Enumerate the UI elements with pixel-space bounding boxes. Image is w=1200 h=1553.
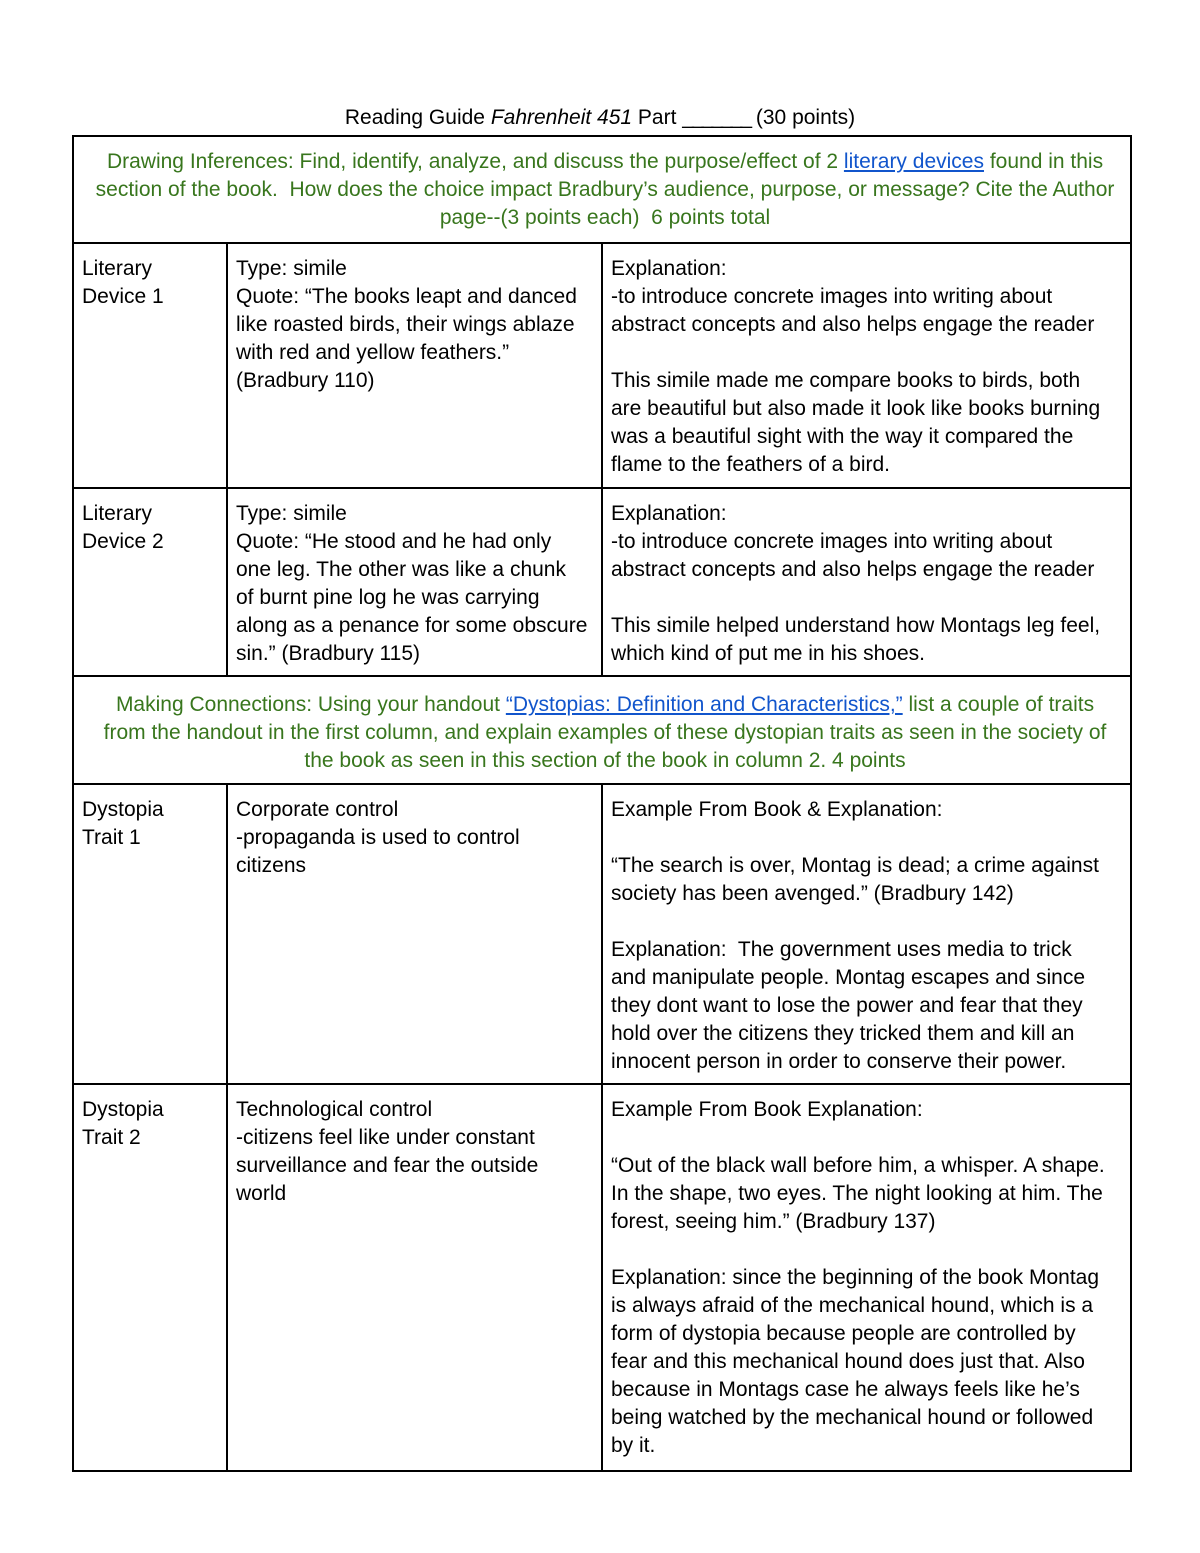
device-1-explanation: Explanation: -to introduce concrete images into writing about abstract concepts and also helps engage the reader This simile made me compare books to birds, both are beautiful but also made it look like books burning was a beautiful sight with the way it compared the flame to the feathers of a bird. <box>611 257 1101 476</box>
connections-prompt-row <box>73 676 1131 784</box>
trait-1-label-cell <box>73 784 227 1084</box>
device-1-label: Literary Device 1 <box>82 257 164 308</box>
reading-guide-table <box>72 135 1132 1472</box>
page-title <box>0 104 1200 132</box>
connections-prompt-start: Making Connections: Using your handout <box>115 693 506 716</box>
trait-2-description: Technological control -citizens feel like under constant surveillance and fear the outside world <box>236 1098 539 1205</box>
table-row <box>73 488 1131 676</box>
inferences-prompt-end: found in this section of the book. How does the choice impact Bradbury’s audience, purpose, or message? Cite the Author page--(3 points each) 6 points total <box>95 150 1115 229</box>
trait-2-label: Dystopia Trait 2 <box>82 1098 164 1149</box>
device-2-quote-cell <box>227 488 602 676</box>
table-row <box>73 243 1131 488</box>
table-row <box>73 784 1131 1084</box>
literary-devices-link[interactable]: literary devices <box>843 150 984 173</box>
device-2-explanation-cell <box>602 488 1131 676</box>
device-1-quote-cell <box>227 243 602 488</box>
device-1-label-cell <box>73 243 227 488</box>
table-row <box>73 1084 1131 1471</box>
trait-1-example: Example From Book & Explanation: “The search is over, Montag is dead; a crime against society has been avenged.” (Bradbury 142) Explanation: The government uses media to trick and manipulate people. Montag escapes and since they dont want to lose the power and fear that they hold over the citizens they tricked them and kill an innocent person in order to conserve their power. <box>611 798 1099 1073</box>
title-part-label: Part <box>632 106 683 129</box>
title-points: (30 points) <box>750 106 856 129</box>
inferences-prompt-start: Drawing Inferences: Find, identify, analyze, and discuss the purpose/effect of 2 <box>106 150 844 173</box>
trait-1-example-cell <box>602 784 1131 1084</box>
device-2-quote: Type: simile Quote: “He stood and he had only one leg. The other was like a chunk of burnt pine log he was carrying along as a penance for some obscure sin.” (Bradbury 115) <box>236 502 588 665</box>
device-2-label: Literary Device 2 <box>82 502 164 553</box>
trait-1-label: Dystopia Trait 1 <box>82 798 164 849</box>
trait-1-description: Corporate control -propaganda is used to control citizens <box>236 798 520 877</box>
dystopias-handout-link[interactable]: “Dystopias: Definition and Characteristics,” <box>505 693 903 716</box>
trait-1-description-cell <box>227 784 602 1084</box>
trait-2-example-cell <box>602 1084 1131 1471</box>
connections-prompt <box>73 676 1131 784</box>
device-1-quote: Type: simile Quote: “The books leapt and danced like roasted birds, their wings ablaze with red and yellow feathers.” (Bradbury 110) <box>236 257 577 392</box>
trait-2-label-cell <box>73 1084 227 1471</box>
part-number-blank: _______ <box>682 106 751 129</box>
device-2-label-cell <box>73 488 227 676</box>
title-prefix: Reading Guide <box>344 106 491 129</box>
inferences-prompt-row <box>73 136 1131 243</box>
trait-2-example: Example From Book Explanation: “Out of the black wall before him, a whisper. A shape. In the shape, two eyes. The night looking at him. The forest, seeing him.” (Bradbury 137) Explanation: since the beginning of the book Montag is always afraid of the mechanical hound, which is a form of dystopia because people are controlled by fear and this mechanical hound does just that. Also because in Montags case he always feels like he’s being watched by the mechanical hound or followed by it. <box>611 1098 1105 1457</box>
inferences-prompt <box>73 136 1131 243</box>
connections-prompt-end: list a couple of traits from the handout in the first column, and explain examples of these dystopian traits as seen in the society of the book as seen in this section of the book in column 2. 4 points <box>103 693 1107 772</box>
trait-2-description-cell <box>227 1084 602 1471</box>
device-2-explanation: Explanation: -to introduce concrete images into writing about abstract concepts and also helps engage the reader This simile helped understand how Montags leg feel, which kind of put me in his shoes. <box>611 502 1101 665</box>
book-title: Fahrenheit 451 <box>490 106 633 129</box>
device-1-explanation-cell <box>602 243 1131 488</box>
